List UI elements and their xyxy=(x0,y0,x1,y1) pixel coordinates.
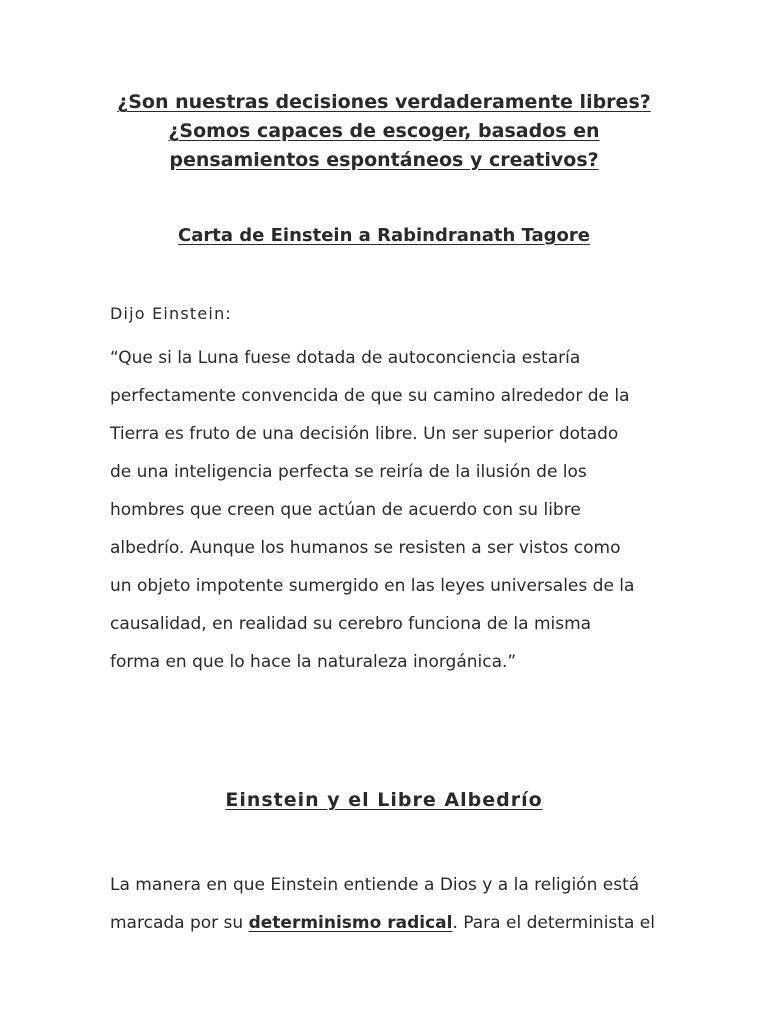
quote-line: de una inteligencia perfecta se reiría de la ilusión de los xyxy=(110,462,587,482)
quote-line: albedrío. Aunque los humanos se resisten a ser vistos como xyxy=(110,538,621,558)
quote-line: Tierra es fruto de una decisión libre. Un ser superior dotado xyxy=(110,424,619,444)
quote-line: forma en que lo hace la naturaleza inorgánica.” xyxy=(110,652,517,672)
document-heading xyxy=(84,88,684,175)
paragraph-text: . Para el determinista el xyxy=(452,913,655,933)
body-paragraph xyxy=(110,866,710,942)
einstein-quote xyxy=(110,339,690,681)
letter-title: Carta de Einstein a Rabindranath Tagore xyxy=(178,225,590,246)
quote-line: causalidad, en realidad su cerebro funciona de la misma xyxy=(110,614,592,634)
heading-line: ¿Somos capaces de escoger, basados en xyxy=(168,120,600,142)
heading-line: pensamientos espontáneos y creativos? xyxy=(169,149,599,171)
paragraph-text: marcada por su xyxy=(110,913,249,933)
emphasized-term: determinismo radical xyxy=(248,913,453,933)
section-title: Einstein y el Libre Albedrío xyxy=(225,789,543,811)
paragraph-line: La manera en que Einstein entiende a Dios y a la religión está xyxy=(110,875,640,895)
heading-line: ¿Son nuestras decisiones verdaderamente libres? xyxy=(117,91,651,113)
quote-line: perfectamente convencida de que su camino alrededor de la xyxy=(110,386,630,406)
quote-line: hombres que creen que actúan de acuerdo con su libre xyxy=(110,500,581,520)
quote-line: “Que si la Luna fuese dotada de autoconciencia estaría xyxy=(110,348,581,368)
quote-line: un objeto impotente sumergido en las leyes universales de la xyxy=(110,576,635,596)
intro-text: Dijo Einstein: xyxy=(110,304,233,323)
paragraph-line xyxy=(110,904,710,942)
